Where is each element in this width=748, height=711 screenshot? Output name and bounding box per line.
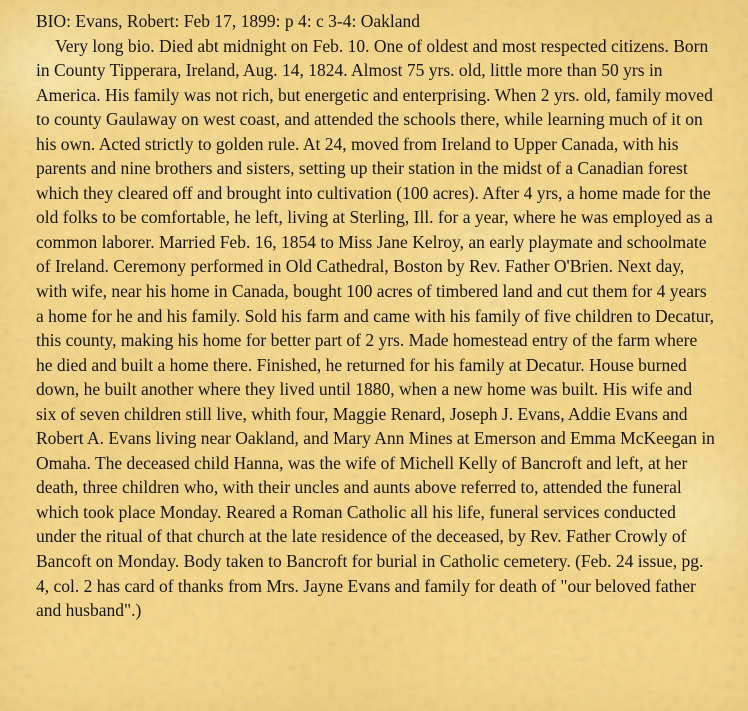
bio-body-text: Very long bio. Died abt midnight on Feb. 10. One of oldest and most respected citizens. Born in County Tipperara, Ireland, Aug. 14, 1824. Almost 75 yrs. old, little more than 50 yrs in America. His family was not rich, but energetic and enterprising. When 2 yrs. old, family moved to county Gaulaway on west coast, and attended the schools there, while learning much of it on his own. Acted strictly to golden rule. At 24, moved from Ireland to Upper Canada, with his parents and nine brothers and sisters, setting up their station in the midst of a Canadian forest which they cleared off and brought into cultivation (100 acres). After 4 yrs, a home made for the old folks to be comfortable, he left, living at Sterling, Ill. for a year, where he was employed as a common laborer. Married Feb. 16, 1854 to Miss Jane Kelroy, an early playmate and schoolmate of Ireland. Ceremony performed in Old Cathedral, Boston by Rev. Father O'Brien. Next day, with wife, near his home in Canada, bought 100 acres of timbered land and cut them for 4 years a home for he and his family. Sold his farm and came with his family of five children to Decatur, this county, making his home for better part of 2 yrs. Made homestead entry of the farm where he died and built a home there. Finished, he returned for his family at Decatur. House burned down, he built another where they lived until 1880, when a new home was built. His wife and six of seven children still live, whith four, Maggie Renard, Joseph J. Evans, Addie Evans and Robert A. Evans living near Oakland, and Mary Ann Mines at Emerson and Emma McKeegan in Omaha. The deceased child Hanna, was the wife of Michell Kelly of Bancroft and left, at her death, three children who, with their uncles and aunts above referred to, attended the funeral which took place Monday. Reared a Roman Catholic all his life, funeral services conducted under the ritual of that church at the late residence of the deceased, by Rev. Father Crowly of Bancoft on Monday. Body taken to Bancroft for burial in Catholic cemetery. (Feb. 24 issue, pg. 4, col. 2 has card of thanks from Mrs. Jayne Evans and family for death of "our beloved father and husband".): [36, 35, 715, 621]
bio-header-line: BIO: Evans, Robert: Feb 17, 1899: p 4: c 3-4: Oakland: [36, 11, 420, 31]
